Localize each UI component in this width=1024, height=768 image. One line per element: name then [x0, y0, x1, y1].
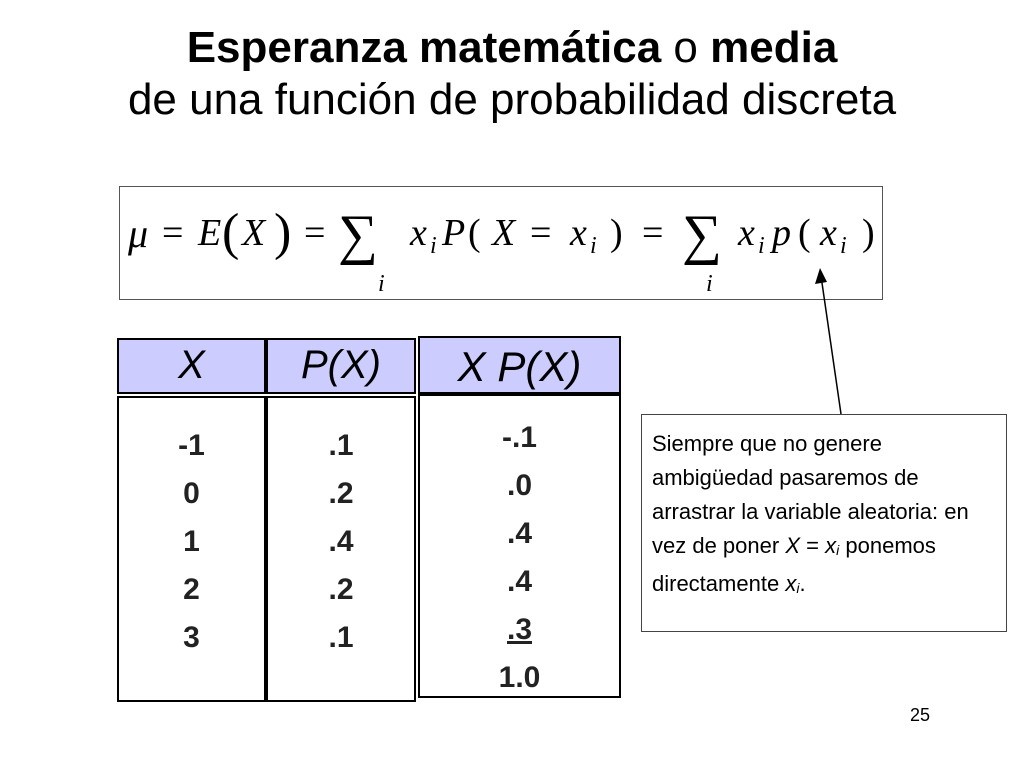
formula-sum1-index: i	[378, 271, 385, 297]
page-number: 25	[910, 705, 931, 725]
value-cell: -1	[178, 429, 205, 462]
total-cell: 1.0	[498, 661, 541, 694]
note-text2: ponemos directamente	[652, 533, 936, 596]
value-cell: 3	[183, 621, 200, 654]
value-cell: .1	[328, 429, 354, 462]
column-xpx-header: X P(X)	[418, 336, 621, 394]
formula-x1: x	[410, 212, 427, 254]
formula-sum1: ∑	[338, 204, 378, 266]
formula-eq-inner: =	[530, 212, 552, 254]
formula-rparen3: )	[862, 212, 875, 254]
value-cell: .4	[328, 525, 354, 558]
value-cell: .3	[506, 613, 533, 646]
formula-x2-sub: i	[590, 233, 597, 259]
formula-eq1: =	[162, 212, 184, 254]
value-cell: .2	[328, 477, 354, 510]
formula-p: p	[772, 212, 791, 254]
title-part1: Esperanza matemática	[186, 23, 662, 72]
formula-sum2: ∑	[682, 204, 722, 266]
note-text1: Siempre que no genere ambigüedad pasaremos de arrastrar la variable aleatoria: en vez de poner	[652, 431, 969, 558]
column-x-header: X	[117, 338, 266, 394]
column-px-header: P(X)	[266, 338, 416, 394]
formula-x3-sub: i	[758, 233, 765, 259]
formula-X1: X	[242, 212, 266, 254]
note-x2-sub: i	[796, 580, 800, 596]
formula-lparen1: (	[222, 204, 240, 261]
formula-P: P	[442, 212, 466, 254]
formula-sum2-index: i	[706, 271, 713, 297]
value-cell: 1	[183, 525, 200, 558]
title-line2: de una función de probabilidad discreta	[127, 75, 897, 124]
formula-lparen2: (	[468, 212, 481, 254]
formula-lparen3: (	[798, 212, 811, 254]
formula-x3: x	[738, 212, 755, 254]
value-cell: .4	[506, 565, 533, 598]
value-cell: .1	[328, 621, 354, 654]
note-x2: x	[785, 571, 797, 596]
note-eq: =	[806, 533, 819, 558]
formula-X2: X	[492, 212, 516, 254]
note-x-sub: i	[836, 542, 840, 558]
value-cell: 2	[183, 573, 200, 606]
formula-x4: x	[820, 212, 837, 254]
value-cell: .4	[506, 517, 533, 550]
formula-mu: μ	[128, 211, 149, 256]
formula-x2: x	[570, 212, 587, 254]
formula-eq3: =	[642, 212, 664, 254]
value-cell: 0	[183, 477, 200, 510]
formula-x4-sub: i	[840, 233, 847, 259]
note-x: x	[825, 533, 837, 558]
value-cell: -.1	[501, 421, 537, 454]
title-connector: o	[673, 23, 698, 72]
formula-x1-sub: i	[430, 233, 437, 259]
value-cell: .2	[328, 573, 354, 606]
value-cell: .0	[506, 469, 533, 502]
note-end: .	[799, 571, 806, 596]
note-X: X	[785, 533, 801, 558]
formula-E: E	[198, 212, 222, 254]
title-part2: media	[710, 23, 838, 72]
note-box	[641, 414, 1007, 632]
formula-eq2: =	[304, 212, 326, 254]
formula-rparen2: )	[610, 212, 623, 254]
formula-rparen1: )	[274, 204, 292, 261]
